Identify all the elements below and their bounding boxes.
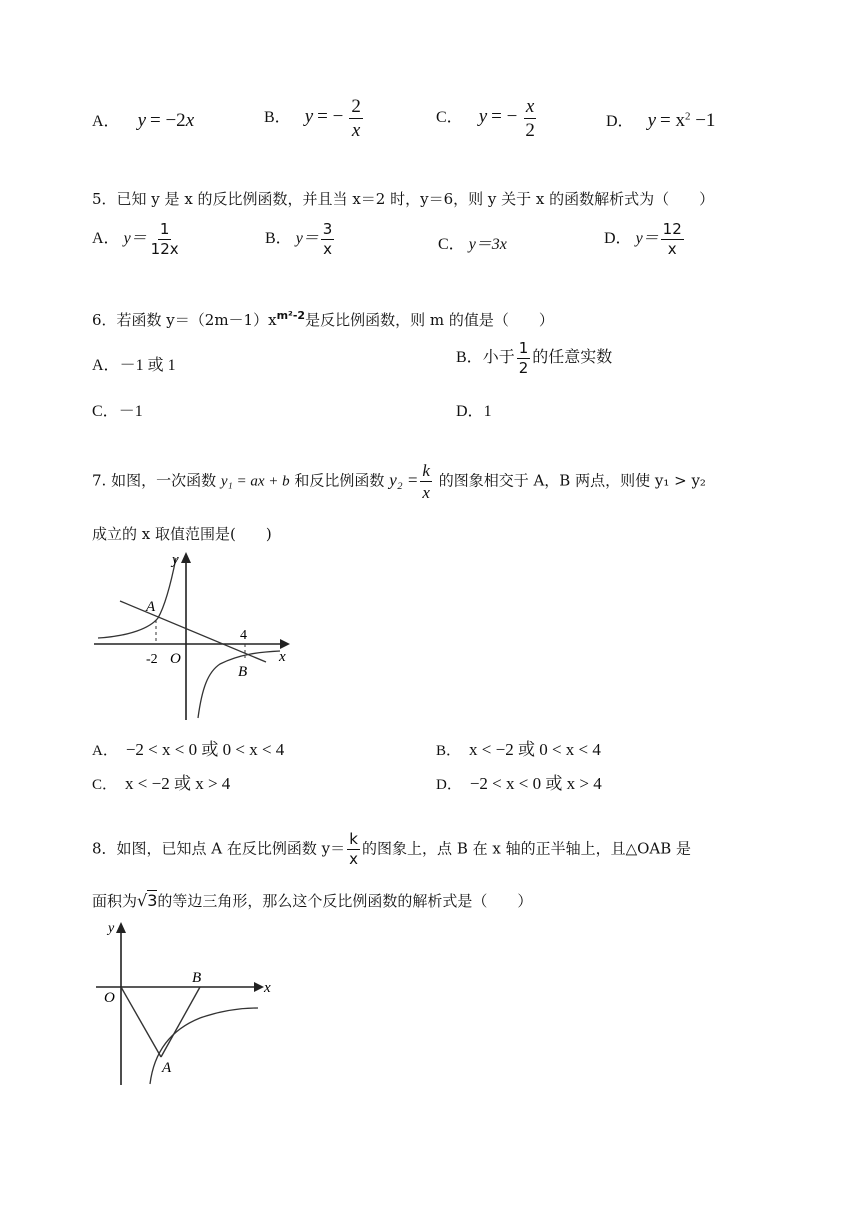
q8-graph bbox=[90, 912, 280, 1087]
q4-option-a[interactable] bbox=[92, 108, 194, 132]
denominator: x bbox=[349, 850, 359, 868]
point-a-label: A bbox=[146, 599, 156, 615]
option-label: C． bbox=[92, 777, 118, 793]
denominator: x bbox=[667, 240, 677, 258]
denominator: x bbox=[422, 483, 430, 502]
stem-text: 7. 如图，一次函数 bbox=[92, 471, 221, 490]
point-b-label: B bbox=[238, 664, 248, 680]
fraction bbox=[420, 462, 432, 501]
stem-text: 8．如图，已知点 A 在反比例函数 y＝ bbox=[92, 839, 346, 858]
q4-option-c[interactable] bbox=[436, 97, 539, 140]
sqrt-radicand: 3 bbox=[147, 891, 158, 910]
stem-text: 的图象相交于 A，B 两点，则使 y₁ > y₂ bbox=[433, 471, 706, 490]
x-axis-arrow bbox=[254, 982, 264, 992]
formula-eq: = − bbox=[317, 106, 344, 128]
option-label: D． bbox=[606, 113, 634, 130]
q7-stem bbox=[92, 462, 706, 501]
y-axis-label: y bbox=[108, 921, 115, 936]
option-label: A． bbox=[92, 743, 118, 759]
denominator: 2 bbox=[525, 120, 535, 141]
fraction bbox=[149, 222, 181, 257]
q4-option-d[interactable] bbox=[606, 108, 715, 132]
option-label: A． bbox=[92, 357, 120, 374]
formula-lhs: y bbox=[137, 110, 146, 131]
q5-option-b[interactable] bbox=[265, 222, 336, 257]
option-text: −2 < x < 0 或 0 < x < 4 bbox=[125, 740, 285, 759]
denominator: x bbox=[351, 120, 361, 141]
q4-option-b[interactable] bbox=[264, 97, 365, 140]
stem-text: 面积为 bbox=[92, 892, 138, 910]
x-axis-arrow bbox=[280, 639, 290, 649]
tick-neg2: -2 bbox=[146, 652, 158, 667]
formula-eq: = − bbox=[491, 106, 518, 128]
sqrt-expression: √3 bbox=[137, 891, 158, 910]
stem-text: 6．若函数 y＝（2m－1）x bbox=[92, 311, 277, 329]
point-a-label: A bbox=[162, 1060, 172, 1076]
formula-lhs: y＝ bbox=[635, 230, 659, 248]
numerator: x bbox=[525, 96, 535, 117]
numerator: k bbox=[422, 461, 430, 480]
option-text: x < −2 或 x > 4 bbox=[125, 774, 231, 793]
y-axis-arrow bbox=[181, 552, 191, 563]
y-axis-label: y bbox=[172, 552, 179, 568]
hyperbola-branch-right bbox=[198, 651, 280, 718]
q6-option-c[interactable] bbox=[92, 398, 143, 421]
hyperbola-branch-left bbox=[98, 558, 176, 638]
q6-option-a[interactable] bbox=[92, 352, 176, 375]
fraction bbox=[523, 97, 537, 140]
stem-text: 是反比例函数，则 m 的值是（ ） bbox=[305, 311, 554, 329]
exponent: 2 bbox=[684, 110, 691, 123]
formula-eq: = x bbox=[660, 110, 685, 131]
q7-option-c[interactable] bbox=[92, 769, 230, 794]
q7-stem-line2: 成立的 x 取值范围是( ) bbox=[92, 525, 272, 543]
stem-text: 的等边三角形，那么这个反比例函数的解析式是（ ） bbox=[157, 892, 533, 910]
denominator: x bbox=[323, 240, 333, 258]
origin-label: O bbox=[104, 990, 115, 1006]
q5-option-d[interactable] bbox=[604, 222, 686, 257]
formula-var: x bbox=[185, 110, 195, 131]
option-label: D． bbox=[456, 403, 484, 420]
option-text: −2 < x < 0 或 x > 4 bbox=[469, 774, 602, 793]
formula-lhs: y＝ bbox=[295, 230, 319, 248]
fraction bbox=[349, 97, 363, 140]
origin-label: O bbox=[170, 651, 181, 667]
option-label: D． bbox=[604, 230, 632, 248]
x-axis-label: x bbox=[264, 980, 271, 996]
option-label: A． bbox=[92, 230, 120, 248]
fraction bbox=[517, 341, 531, 376]
option-label: B． bbox=[436, 743, 462, 759]
formula-lhs: y bbox=[478, 106, 488, 128]
segment-ab bbox=[161, 987, 200, 1057]
segment-oa bbox=[121, 987, 161, 1057]
x-axis-label: x bbox=[279, 649, 286, 665]
formula-inverse: y₂ = bbox=[389, 470, 419, 490]
option-label: A． bbox=[92, 113, 120, 130]
q8-stem-line2 bbox=[92, 890, 532, 911]
numerator: 1 bbox=[159, 220, 170, 238]
numerator: 3 bbox=[322, 220, 333, 238]
tick-4: 4 bbox=[240, 628, 247, 643]
option-label: D． bbox=[436, 777, 462, 793]
option-text: x < −2 或 0 < x < 4 bbox=[469, 740, 601, 759]
option-label: C． bbox=[438, 236, 465, 253]
option-label: C． bbox=[436, 109, 463, 127]
stem-text: 的图象上，点 B 在 x 轴的正半轴上，且△OAB 是 bbox=[362, 839, 692, 858]
exponent: m²-2 bbox=[276, 309, 306, 322]
q8-stem bbox=[92, 832, 691, 867]
numerator: k bbox=[349, 830, 358, 848]
option-text: －1 bbox=[118, 403, 143, 420]
option-text: －1 或 1 bbox=[119, 357, 176, 374]
q5-option-c[interactable] bbox=[438, 231, 507, 254]
q6-option-d[interactable] bbox=[456, 398, 492, 421]
numerator: 12 bbox=[662, 220, 682, 238]
fraction bbox=[321, 222, 335, 257]
option-label: B． bbox=[264, 109, 291, 127]
q6-option-b[interactable] bbox=[456, 341, 612, 376]
formula-lhs: y bbox=[304, 106, 314, 128]
option-label: B． bbox=[456, 349, 483, 367]
q7-option-b[interactable] bbox=[436, 735, 601, 760]
y-axis-arrow bbox=[116, 922, 126, 933]
point-b-label: B bbox=[192, 970, 202, 986]
q7-option-a[interactable] bbox=[92, 735, 284, 760]
option-text: 的任意实数 bbox=[532, 349, 613, 367]
option-label: C． bbox=[92, 403, 119, 420]
q7-option-d[interactable] bbox=[436, 769, 602, 794]
option-text: 小于 bbox=[482, 349, 515, 367]
option-label: B． bbox=[265, 230, 292, 248]
stem-text: 和反比例函数 bbox=[289, 471, 390, 490]
formula-lhs: y＝ bbox=[123, 230, 147, 248]
fraction bbox=[347, 832, 360, 867]
q7-graph bbox=[90, 548, 300, 723]
numerator: 1 bbox=[518, 339, 529, 357]
denominator: 12x bbox=[150, 240, 179, 258]
formula-lhs: y bbox=[647, 110, 656, 131]
formula-eq: = −2 bbox=[150, 110, 186, 131]
formula-linear: y₁ = ax + b bbox=[220, 473, 290, 490]
q5-option-a[interactable] bbox=[92, 222, 183, 257]
formula-tail: −1 bbox=[690, 110, 716, 131]
numerator: 2 bbox=[351, 96, 361, 117]
q6-stem bbox=[92, 309, 554, 330]
fraction bbox=[661, 222, 684, 257]
formula: y＝3x bbox=[468, 236, 507, 253]
option-text: 1 bbox=[483, 403, 492, 420]
q5-stem: 5．已知 y 是 x 的反比例函数，并且当 x＝2 时，y＝6，则 y 关于 x 的函数解析式为（ ） bbox=[92, 190, 715, 208]
denominator: 2 bbox=[518, 359, 529, 377]
